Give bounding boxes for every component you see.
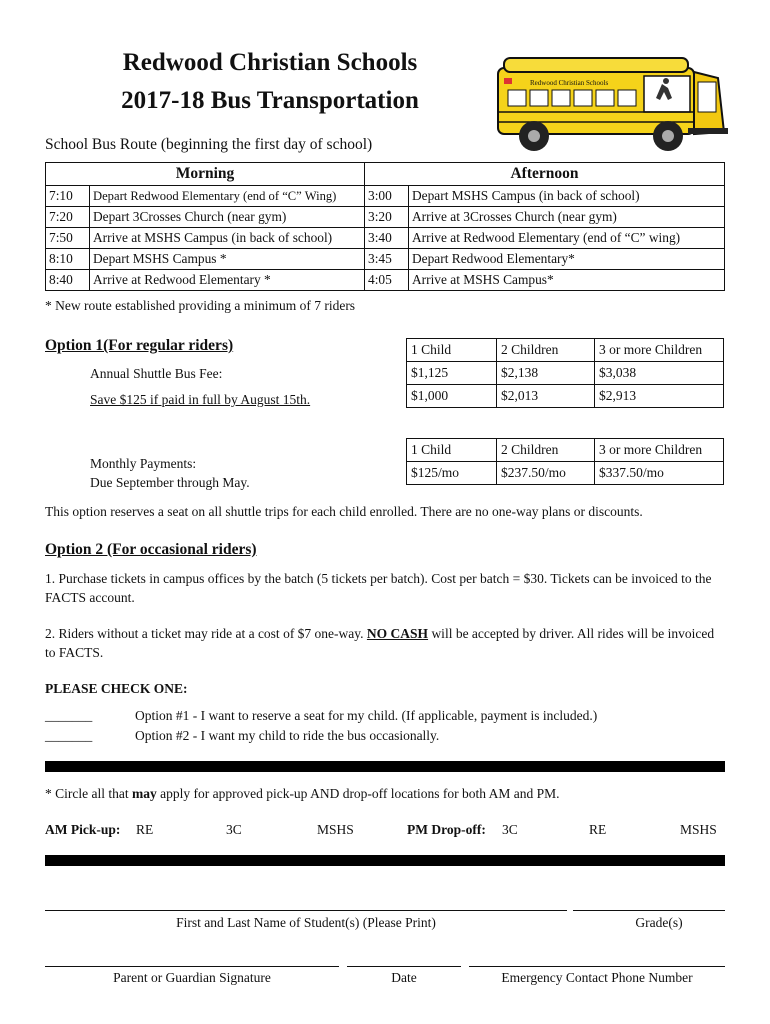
bus-sign-text: Redwood Christian Schools [530,79,609,87]
table-row [407,385,724,408]
no-cash-emphasis: NO CASH [366,626,429,641]
pm-stop: Depart Redwood Elementary* [409,249,725,270]
route-note: * New route established providing a minimum of 7 riders [45,298,356,313]
am-stop: Depart MSHS Campus * [90,249,365,270]
option2-heading: Option 2 (For occasional riders) [45,541,257,558]
route-header-row [46,163,725,186]
date-label: Date [391,970,417,985]
pm-stop: Arrive at 3Crosses Church (near gym) [409,207,725,228]
am-time: 8:10 [46,249,90,270]
table-row [46,249,725,270]
title-line-2: 2017-18 Bus Transportation [121,87,419,114]
pm-stop: Arrive at MSHS Campus* [409,270,725,291]
fee-cell: $125/mo [407,462,497,485]
option2-check-blank[interactable]: _______ [45,728,93,743]
monthly-payments [90,454,250,492]
fee-header: 3 or more Children [595,339,724,362]
intro-text-end: apply for approved pick-up AND drop-off locations for both AM and PM. [156,786,560,801]
reserve-note: This option reserves a seat on all shuttle trips for each child enrolled. There are no one-way plans or discounts. [45,504,643,519]
table-row [46,186,725,207]
student-name-label: First and Last Name of Student(s) (Please Print) [176,915,436,930]
emergency-phone-line[interactable] [469,966,725,967]
student-name-line[interactable] [45,910,567,911]
check-one-heading: PLEASE CHECK ONE: [45,681,188,696]
fee-cell: $2,013 [497,385,595,408]
table-row [407,339,724,362]
grade-label: Grade(s) [635,915,683,930]
fee-cell: $2,138 [497,362,595,385]
am-time: 7:10 [46,186,90,207]
school-bus-icon [494,48,730,156]
table-row [407,362,724,385]
fee-cell: $237.50/mo [497,462,595,485]
am-time: 7:20 [46,207,90,228]
fee-cell: $3,038 [595,362,724,385]
annual-fee-table [406,338,724,408]
save-note: Save $125 if paid in full by August 15th. [90,392,311,407]
am-option-3c[interactable]: 3C [226,822,242,837]
emergency-phone-label: Emergency Contact Phone Number [501,970,693,985]
option2-item-1: 1. Purchase tickets in campus offices by the batch (5 tickets per batch). Cost per batch = $30. Tickets can be invoiced to the FACTS account. [45,571,712,605]
afternoon-header: Afternoon [365,163,725,186]
fee-cell: $1,125 [407,362,497,385]
pm-time: 3:40 [365,228,409,249]
locations-intro [45,786,560,802]
option2-item-2 [45,624,725,662]
pm-time: 3:00 [365,186,409,207]
table-row [46,207,725,228]
table-row [46,228,725,249]
monthly-fee-table [406,438,724,485]
pm-time: 3:45 [365,249,409,270]
fee-header: 2 Children [497,439,595,462]
monthly-due: Due September through May. [90,475,250,490]
title-line-1: Redwood Christian Schools [122,49,418,76]
route-heading: School Bus Route (beginning the first day of school) [45,136,373,153]
fee-cell: $337.50/mo [595,462,724,485]
pm-dropoff-label: PM Drop-off: [407,822,486,837]
option1-check-blank[interactable]: _______ [45,708,93,723]
fee-cell: $1,000 [407,385,497,408]
pm-option-3c[interactable]: 3C [502,822,518,837]
option2-choice: Option #2 - I want my child to ride the bus occasionally. [135,728,440,743]
pm-stop: Arrive at Redwood Elementary (end of “C” wing) [409,228,725,249]
monthly-label: Monthly Payments: [90,456,197,471]
am-time: 7:50 [46,228,90,249]
table-row [46,270,725,291]
pm-option-re[interactable]: RE [589,822,607,837]
intro-text: * Circle all that [45,786,132,801]
fee-cell: $2,913 [595,385,724,408]
fee-header: 3 or more Children [595,439,724,462]
pm-option-mshs[interactable]: MSHS [680,822,717,837]
am-pickup-label: AM Pick-up: [45,822,121,837]
morning-header: Morning [46,163,365,186]
page-title [60,44,480,120]
fee-header: 1 Child [407,339,497,362]
am-option-mshs[interactable]: MSHS [317,822,354,837]
parent-signature-line[interactable] [45,966,339,967]
date-line[interactable] [347,966,461,967]
am-stop: Depart 3Crosses Church (near gym) [90,207,365,228]
am-stop: Arrive at MSHS Campus (in back of school) [90,228,365,249]
item2-text-end: will be accepted by driver. All rides will be invoiced to FACTS. [45,626,715,660]
am-time: 8:40 [46,270,90,291]
table-row [407,439,724,462]
table-row [407,462,724,485]
am-stop: Depart Redwood Elementary (end of “C” Wing) [90,186,365,207]
option1-heading: Option 1(For regular riders) [45,337,234,354]
divider-bar [45,855,725,866]
route-table [45,162,725,291]
am-stop: Arrive at Redwood Elementary * [90,270,365,291]
pm-time: 3:20 [365,207,409,228]
option1-choice: Option #1 - I want to reserve a seat for my child. (If applicable, payment is included.) [135,708,598,723]
pm-stop: Depart MSHS Campus (in back of school) [409,186,725,207]
pm-time: 4:05 [365,270,409,291]
item2-text: 2. Riders without a ticket may ride at a cost of $7 one-way. [45,626,367,641]
parent-signature-label: Parent or Guardian Signature [113,970,271,985]
fee-header: 1 Child [407,439,497,462]
divider-bar [45,761,725,772]
am-option-re[interactable]: RE [136,822,154,837]
annual-fee-label: Annual Shuttle Bus Fee: [90,366,223,381]
may-emphasis: may [131,786,157,801]
fee-header: 2 Children [497,339,595,362]
grade-line[interactable] [573,910,725,911]
